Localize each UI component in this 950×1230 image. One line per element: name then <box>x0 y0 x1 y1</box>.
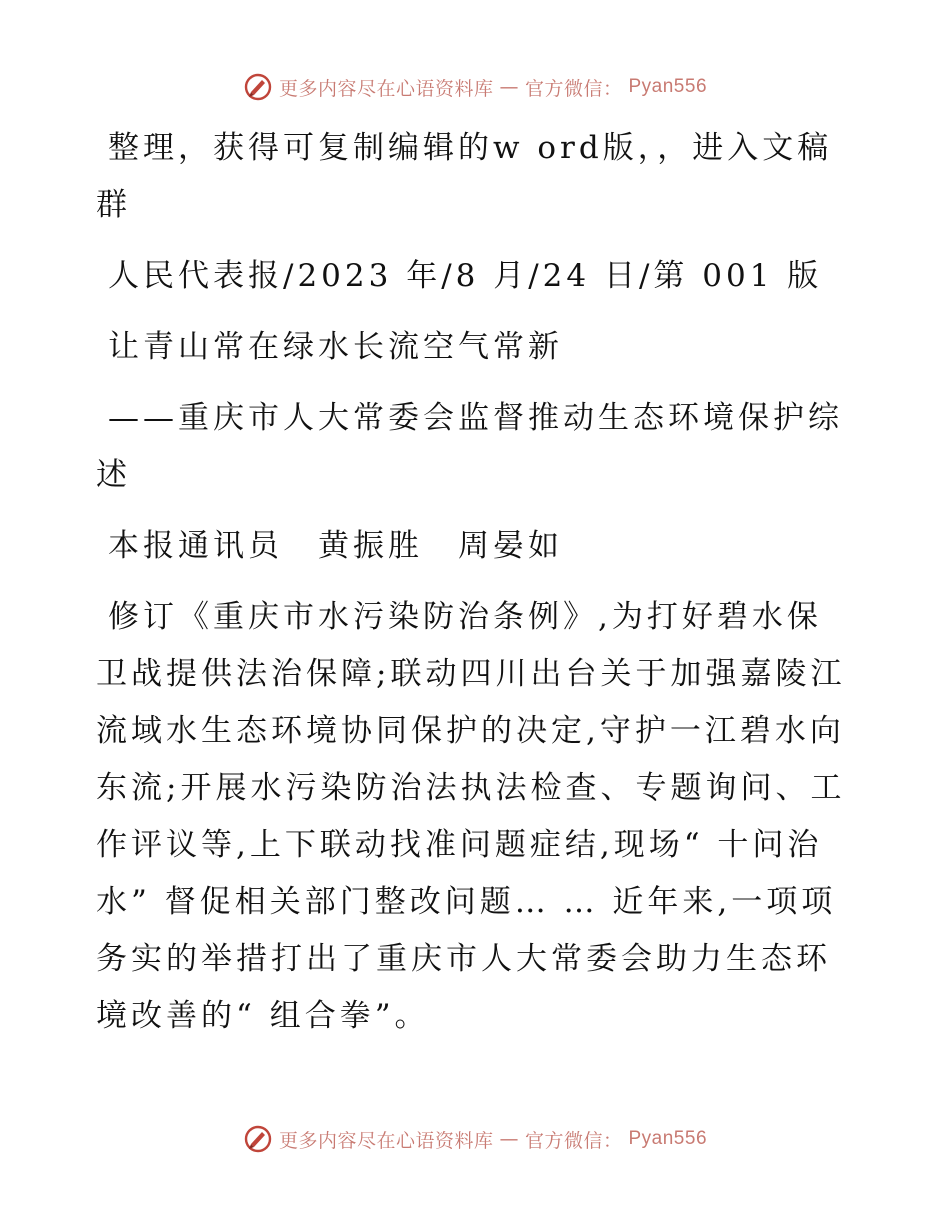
byline: 本报通讯员 黄振胜 周晏如 <box>108 528 563 564</box>
body-paragraph: 修订《重庆市水污染防治条例》,为打好碧水保卫战提供法治保障;联动四川出台关于加强嘉陵江流域水生态环境协同保护的决定,守护一江碧水向东流;开展水污染防治法执法检查、专题询问、工作评议等,上下联动找准问题症结,现场“ 十问治水” 督促相关部门整改问题… … 近年来,一项项务实的举措打出了重庆市人大常委会助力生态环境改善的“ 组合拳”。 <box>96 599 846 1034</box>
pen-circle-logo-icon <box>243 1124 273 1154</box>
intro-line: 整理，获得可复制编辑的w ord版，，进入文稿群 <box>96 130 833 223</box>
watermark-separator: — <box>499 76 519 98</box>
article-title: 让青山常在绿水长流空气常新 <box>108 329 563 365</box>
article-subtitle: ——重庆市人大常委会监督推动生态环境保护综述 <box>96 400 843 493</box>
watermark-id: Pyan556 <box>628 1128 708 1149</box>
watermark-separator: — <box>499 1128 519 1150</box>
watermark-text: 更多内容尽在心语资料库 <box>278 77 494 100</box>
source-line: 人民代表报/2023 年/8 月/24 日/第 001 版 <box>108 258 823 294</box>
watermark-id: Pyan556 <box>628 76 708 97</box>
watermark-text: 更多内容尽在心语资料库 <box>278 1129 494 1152</box>
watermark-label: 官方微信： <box>524 1129 623 1152</box>
watermark-label: 官方微信： <box>524 77 623 100</box>
watermark-header <box>0 72 950 102</box>
document-content <box>96 120 856 1045</box>
watermark-footer <box>0 1124 950 1154</box>
pen-circle-logo-icon <box>243 72 273 102</box>
